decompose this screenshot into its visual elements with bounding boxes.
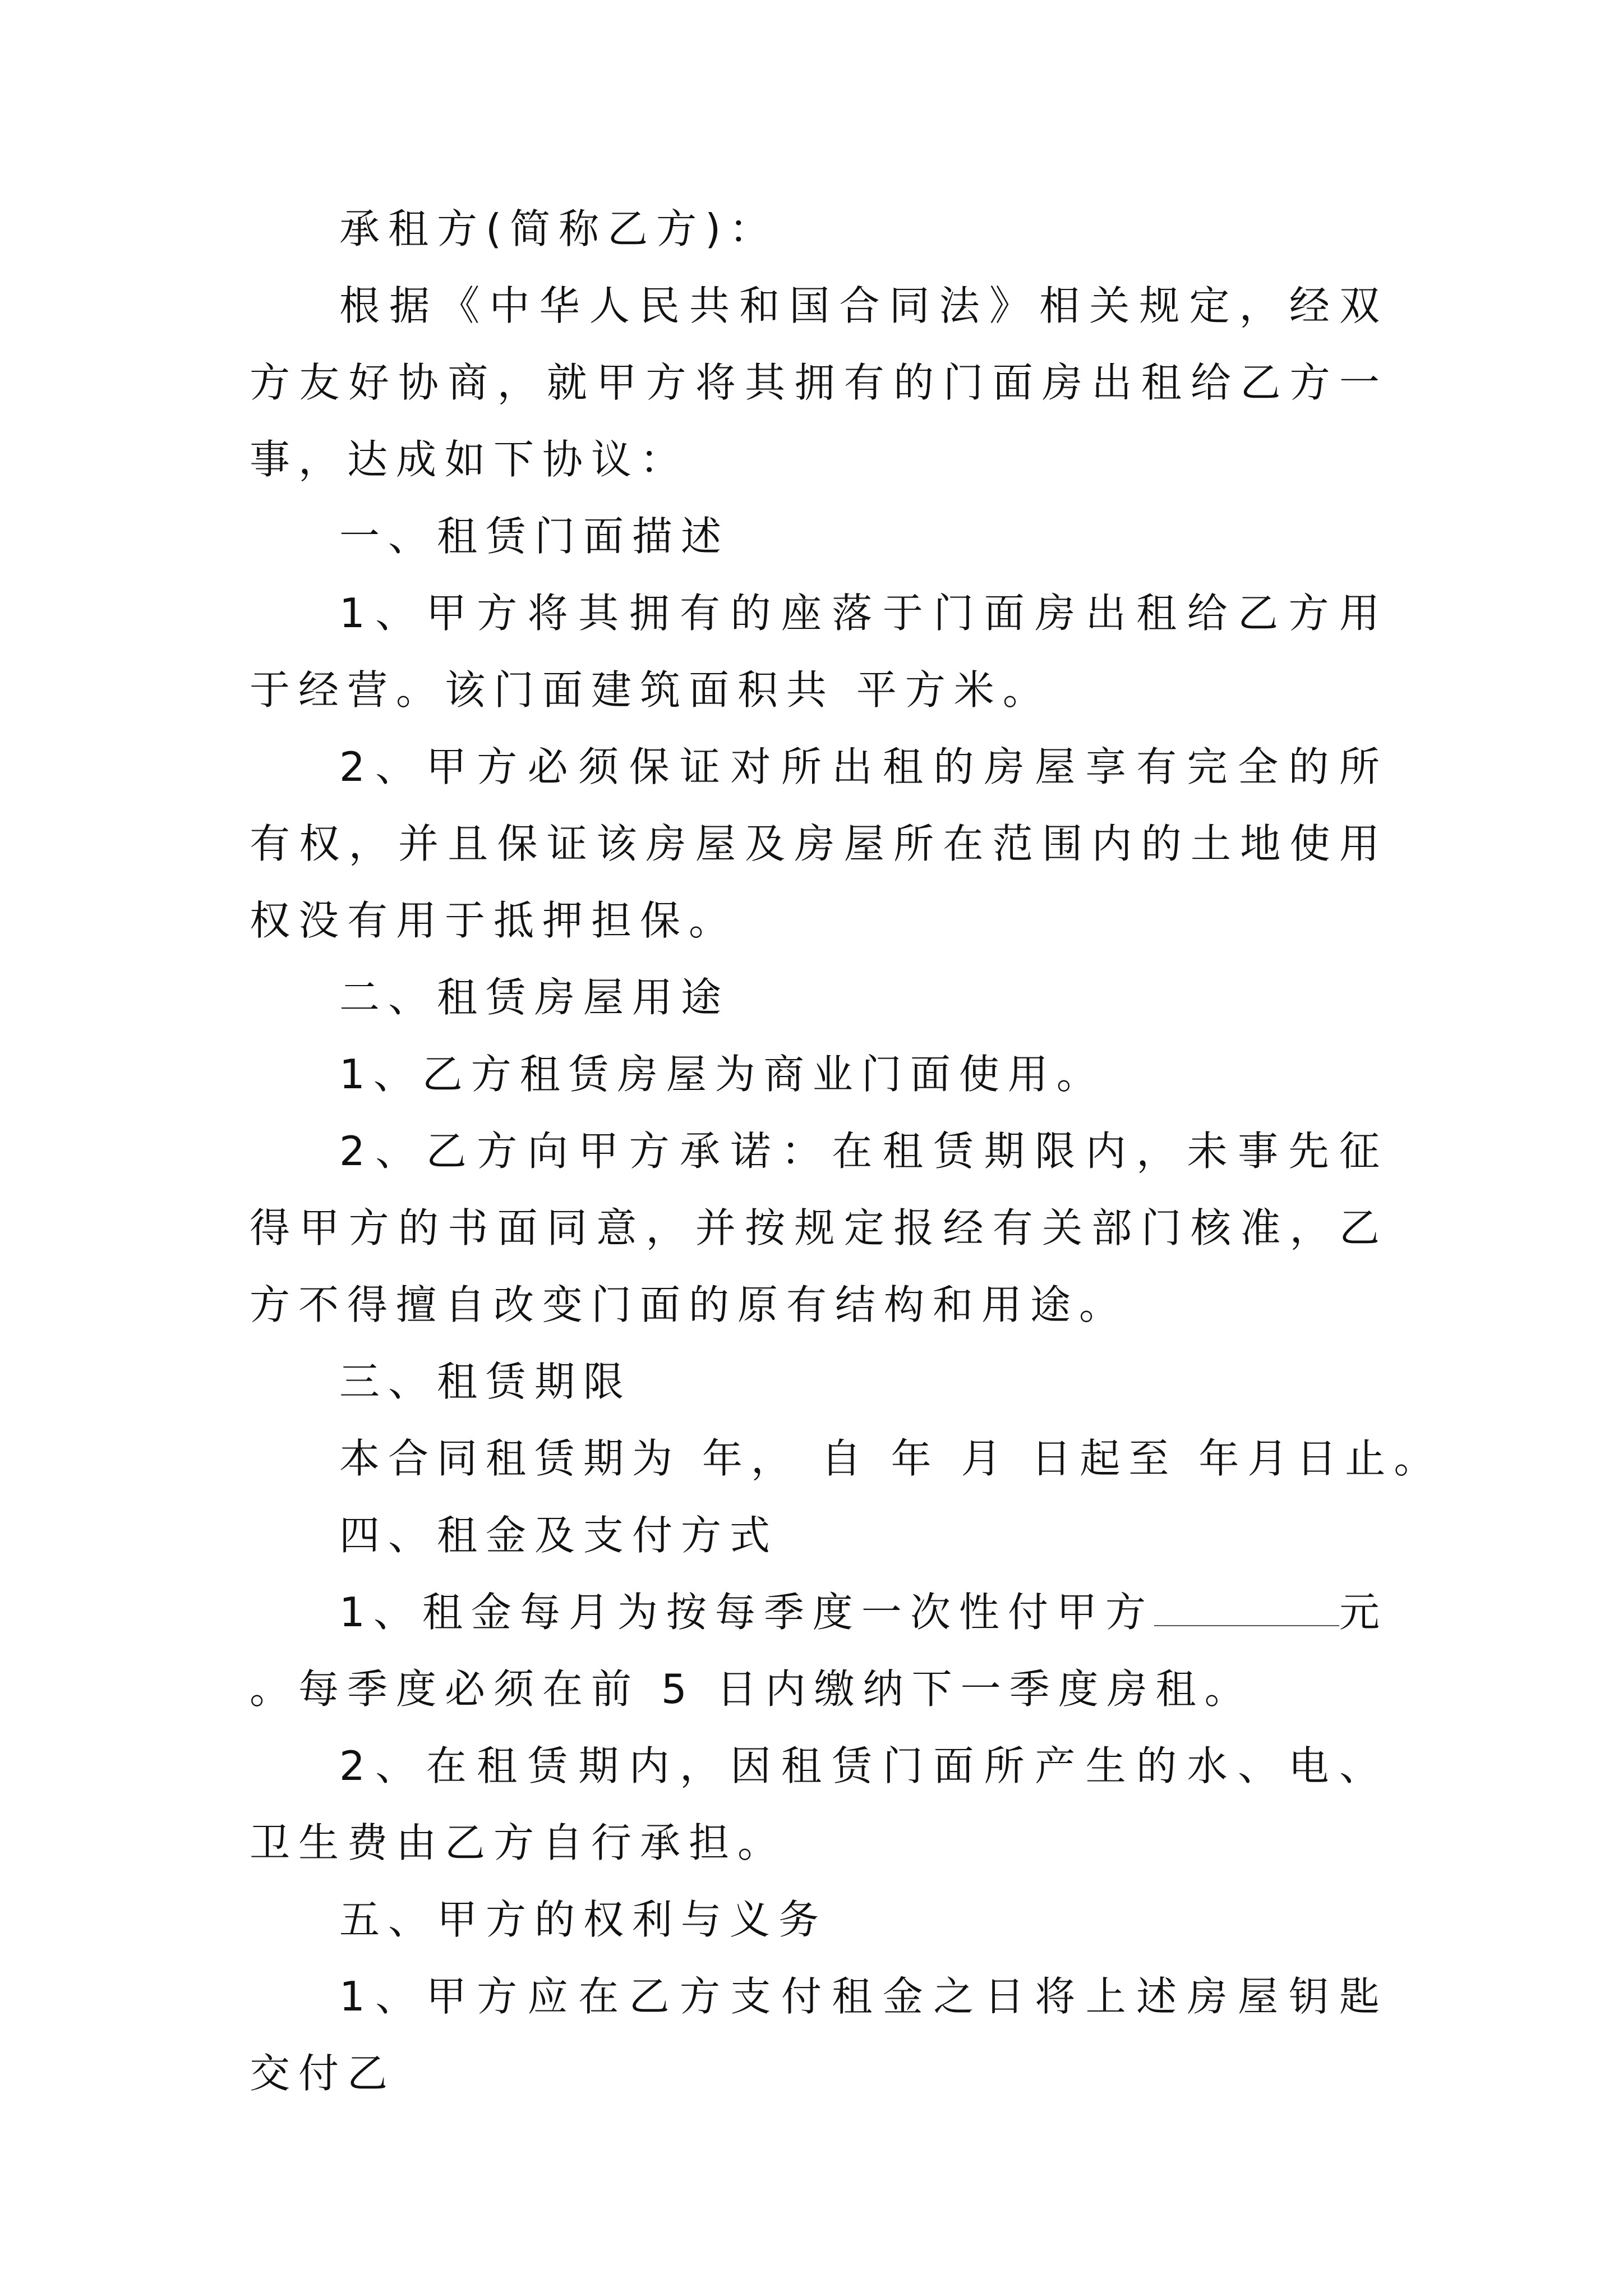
clause-4-1-end: 元。每季度必须在前 5 日内缴纳下一季度房租。 (250, 1589, 1388, 1713)
clause-1-1: 1、甲方将其拥有的座落于门面房出租给乙方用于经营。该门面建筑面积共 平方米。 (250, 590, 1388, 714)
section-heading-1: 一、租赁门面描述 (339, 513, 730, 560)
rent-amount-blank (1154, 1625, 1339, 1626)
lease-term-clause: 本合同租赁期为 年， 自 年 月 日起至 年月日止。 (339, 1435, 1443, 1482)
section-heading-3: 三、租赁期限 (339, 1358, 633, 1405)
contract-body (250, 191, 1443, 2112)
clause-2-2: 2、乙方向甲方承诺：在租赁期限内，未事先征得甲方的书面同意，并按规定报经有关部门核准，乙方不得擅自改变门面的原有结构和用途。 (250, 1128, 1388, 1328)
section-heading-4: 四、租金及支付方式 (339, 1512, 779, 1559)
preamble-paragraph: 根据《中华人民共和国合同法》相关规定，经双方友好协商，就甲方将其拥有的门面房出租给乙方一事，达成如下协议： (250, 282, 1388, 483)
clause-4-2: 2、在租赁期内，因租赁门面所产生的水、电、卫生费由乙方自行承担。 (250, 1742, 1388, 1866)
clause-5-1: 1、甲方应在乙方支付租金之日将上述房屋钥匙交付乙 (250, 1973, 1388, 2097)
clause-4-1 (250, 1574, 1388, 1728)
section-heading-2: 二、租赁房屋用途 (339, 974, 730, 1021)
lessee-line: 承租方(简称乙方)： (339, 205, 778, 252)
section-heading-5: 五、甲方的权利与义务 (339, 1896, 828, 1943)
clause-2-1: 1、乙方租赁房屋为商业门面使用。 (339, 1051, 1105, 1098)
clause-1-2: 2、甲方必须保证对所出租的房屋享有完全的所有权，并且保证该房屋及房屋所在范围内的土地使用权没有用于抵押担保。 (250, 743, 1388, 944)
clause-4-1-start: 1、租金每月为按每季度一次性付甲方 (339, 1589, 1154, 1636)
